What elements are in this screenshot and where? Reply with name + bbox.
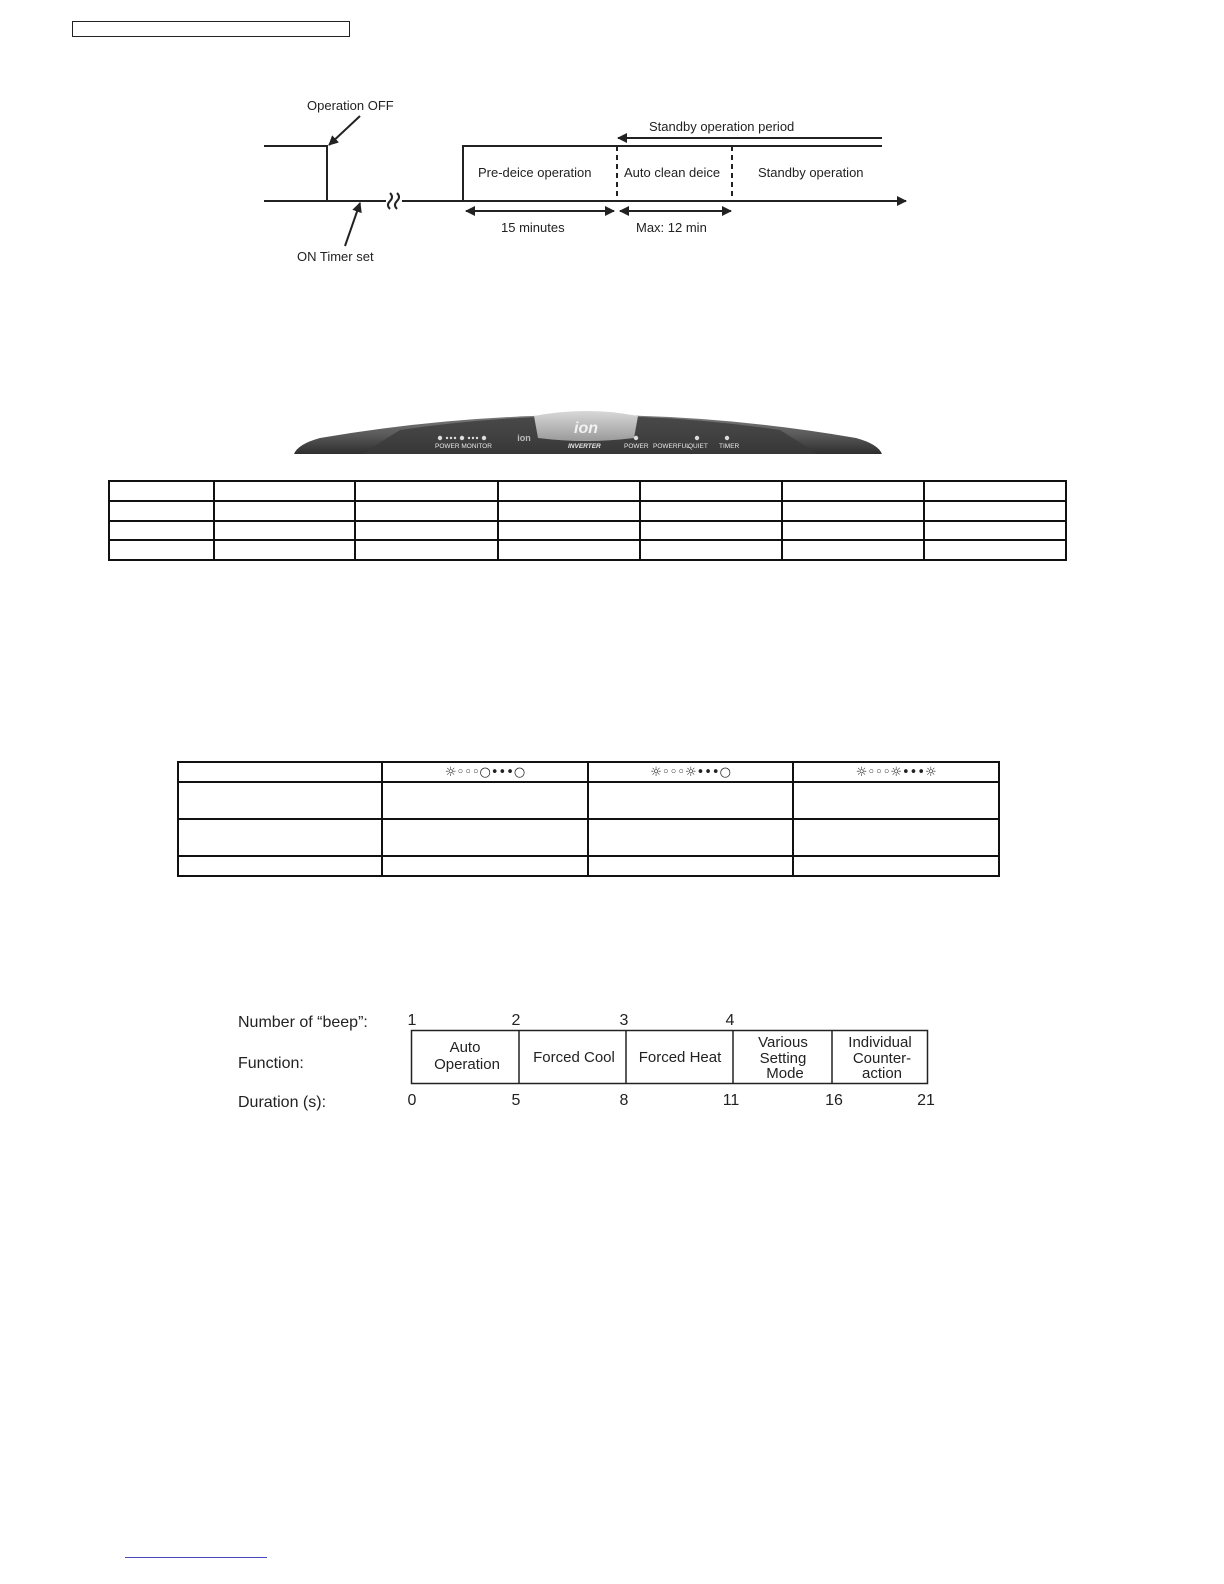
- led-power-monitor-1: [438, 436, 442, 440]
- function-forced-cool: Forced Cool: [533, 1049, 615, 1066]
- led-quiet: [695, 436, 699, 440]
- led-pattern-2: ☼◦◦◦☼•••○: [588, 762, 794, 782]
- label-number-of-beep: Number of “beep”:: [238, 1014, 368, 1031]
- duration-value: 16: [825, 1092, 843, 1109]
- duration-value: 0: [407, 1092, 417, 1109]
- function-auto-operation: Auto: [449, 1039, 481, 1056]
- off-pulse: [264, 146, 327, 201]
- beep-function-chart: [0, 990, 1224, 1120]
- label-max-12-min: Max: 12 min: [636, 220, 707, 235]
- table-row: [109, 481, 1066, 501]
- led-power: [634, 436, 638, 440]
- function-individual-counter-action: Counter-: [852, 1050, 912, 1067]
- table-1: [108, 480, 1067, 561]
- table-row: [109, 540, 1066, 560]
- table-2: [177, 761, 1000, 877]
- label-on-timer-set: ON Timer set: [297, 249, 374, 264]
- ion-logo: ion: [574, 420, 598, 437]
- table-row: [178, 819, 999, 856]
- label-powerful: POWERFUL: [653, 443, 690, 450]
- table-row: [109, 521, 1066, 541]
- label-power: POWER: [624, 443, 649, 450]
- function-auto-operation: Operation: [434, 1056, 500, 1073]
- function-various-setting-mode: Various: [758, 1034, 808, 1051]
- duration-value: 8: [619, 1092, 629, 1109]
- led-pattern-3: ☼◦◦◦☼•••☼: [793, 762, 999, 782]
- label-function: Function:: [238, 1055, 304, 1072]
- ion-small-logo: ion: [517, 433, 531, 443]
- duration-value: 5: [511, 1092, 521, 1109]
- led-power-monitor-2: [460, 436, 464, 440]
- label-auto-clean: Auto clean deice: [624, 165, 721, 180]
- label-duration: Duration (s):: [238, 1094, 327, 1111]
- table-row: [178, 856, 999, 876]
- duration-value: 11: [722, 1092, 740, 1109]
- table-row: [178, 782, 999, 819]
- footer-link-line[interactable]: [125, 1557, 267, 1558]
- table-row: [109, 501, 1066, 521]
- label-pre-deice: Pre-deice operation: [478, 165, 592, 180]
- beep-count: 2: [511, 1012, 521, 1029]
- timing-diagram: [0, 0, 1224, 300]
- label-operation-off: Operation OFF: [307, 98, 394, 113]
- label-inverter: INVERTER: [568, 443, 601, 450]
- function-various-setting-mode: Mode: [766, 1065, 804, 1082]
- label-standby-operation: Standby operation: [758, 165, 864, 180]
- led-power-monitor-3: [482, 436, 486, 440]
- label-power-monitor: POWER MONITOR: [435, 443, 492, 450]
- table-row: [178, 762, 999, 782]
- beep-count: 3: [619, 1012, 629, 1029]
- function-individual-counter-action: action: [861, 1065, 903, 1082]
- label-standby-period: Standby operation period: [649, 119, 795, 134]
- on-timer-pointer: [345, 203, 360, 246]
- beep-count: 4: [725, 1012, 735, 1029]
- duration-value: 21: [917, 1092, 935, 1109]
- beep-count: 1: [407, 1012, 417, 1029]
- operation-off-pointer: [329, 116, 360, 145]
- function-individual-counter-action: Individual: [848, 1034, 912, 1051]
- function-various-setting-mode: Setting: [759, 1050, 807, 1067]
- label-15-minutes: 15 minutes: [501, 220, 565, 235]
- led-timer: [725, 436, 729, 440]
- label-timer: TIMER: [719, 443, 740, 450]
- indicator-panel: [290, 404, 886, 458]
- label-quiet: QUIET: [688, 443, 708, 450]
- led-pattern-1: ☼◦◦◦○•••○: [382, 762, 588, 782]
- function-forced-heat: Forced Heat: [638, 1049, 722, 1066]
